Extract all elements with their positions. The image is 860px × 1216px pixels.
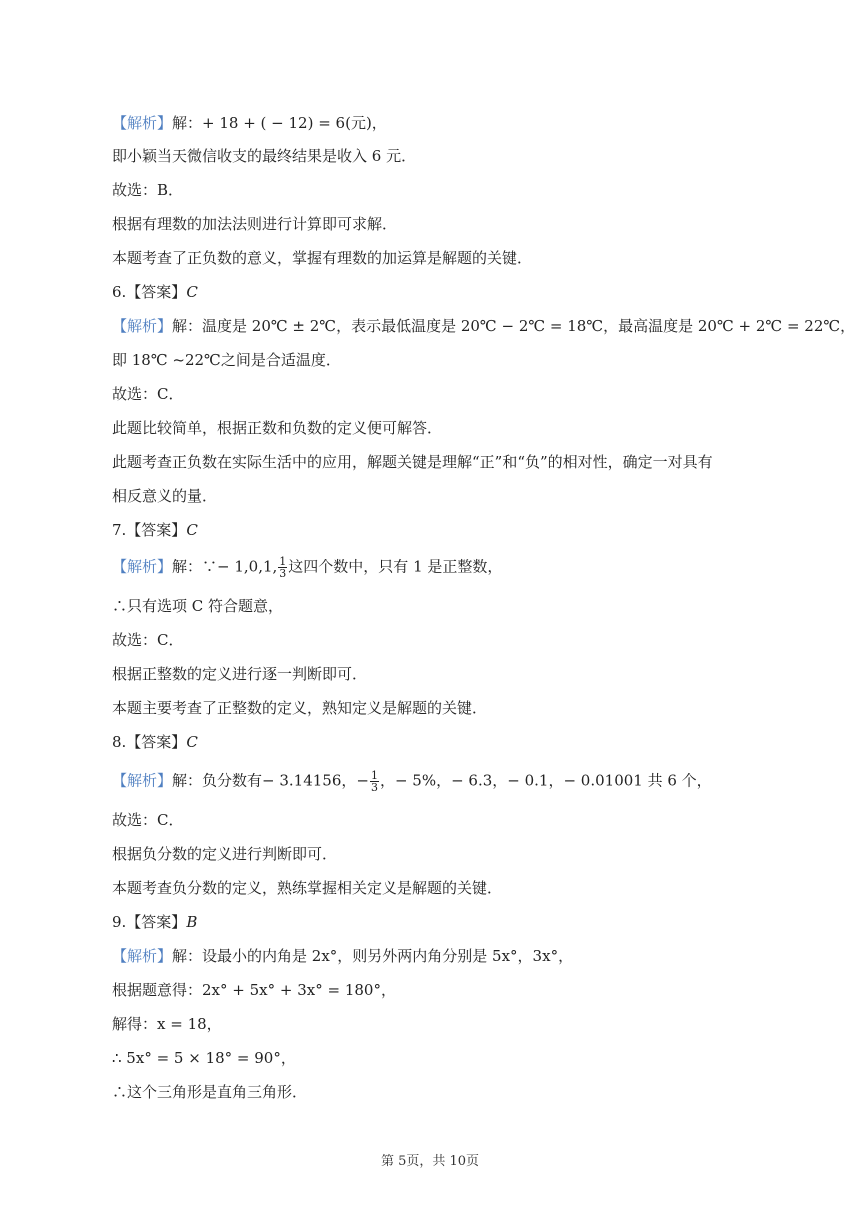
q6-line6: 相反意义的量．	[112, 487, 218, 505]
q6-line4: 此题比较简单，根据正数和负数的定义便可解答．	[112, 419, 443, 437]
page-footer: 第 5页，共 10页	[380, 1154, 480, 1169]
analysis-tag: 【解析】	[112, 947, 173, 965]
q6-answer-value: C	[186, 283, 198, 301]
fraction-one-third	[370, 770, 379, 793]
q7-analysis-pre: 解：∵− 1,0,1,	[172, 557, 278, 576]
q5-line2: 即小颖当天微信收支的最终结果是收入 6 元．	[112, 147, 417, 165]
q9-line4: ∴ 5x° = 5 × 18° = 90°，	[112, 1049, 296, 1067]
q9-answer-label: 9.【答案】	[112, 913, 187, 931]
q7-answer-line	[112, 520, 198, 540]
fraction-denominator: 3	[370, 781, 378, 794]
q9-analysis-line1	[112, 946, 573, 966]
q9-line3: 解得：x = 18，	[112, 1015, 222, 1033]
q6-line5: 此题考查正负数在实际生活中的应用，解题关键是理解“正”和“负”的相对性，确定一对具有	[112, 453, 713, 471]
q8-answer-line	[112, 732, 198, 752]
q7-line3: 故选：C．	[112, 631, 184, 649]
q8-line3: 根据负分数的定义进行判断即可．	[112, 845, 338, 863]
q8-analysis-line1	[112, 770, 712, 793]
q8-analysis-post: ，− 5%，− 6.3，− 0.1，− 0.01001 共 6 个，	[379, 771, 712, 790]
fraction-denominator: 3	[279, 567, 287, 580]
fraction-numerator: 1	[279, 555, 287, 568]
q5-line5: 本题考查了正负数的意义，掌握有理数的加运算是解题的关键．	[112, 249, 533, 267]
q6-answer-label: 6.【答案】	[112, 283, 187, 301]
q7-answer-label: 7.【答案】	[112, 521, 187, 539]
q5-line3: 故选：B．	[112, 181, 184, 199]
q8-line2: 故选：C．	[112, 811, 184, 829]
q9-analysis-text: 解：设最小的内角是 2x°，则另外两内角分别是 5x°，3x°，	[172, 947, 574, 965]
q9-line2: 根据题意得：2x° + 5x° + 3x° = 180°，	[112, 981, 396, 999]
q7-analysis-line1	[112, 556, 502, 579]
q5-analysis-line1	[112, 113, 387, 133]
q6-line2: 即 18℃ ~22℃之间是合适温度．	[112, 351, 341, 369]
q9-answer-line	[112, 912, 197, 932]
q5-line4: 根据有理数的加法法则进行计算即可求解．	[112, 215, 398, 233]
q6-answer-line	[112, 282, 198, 302]
q7-line4: 根据正整数的定义进行逐一判断即可．	[112, 665, 368, 683]
q7-answer-value: C	[186, 521, 198, 539]
q9-answer-value: B	[186, 913, 198, 931]
q8-answer-label: 8.【答案】	[112, 733, 187, 751]
q7-line5: 本题主要考查了正整数的定义，熟知定义是解题的关键．	[112, 699, 488, 717]
q6-analysis-text: 解：温度是 20℃ ± 2℃，表示最低温度是 20℃ − 2℃ = 18℃，最高温度是 20℃ + 2℃ = 22℃，	[172, 317, 856, 335]
fraction-one-third	[278, 556, 287, 579]
q7-line2: ∴只有选项 C 符合题意，	[112, 597, 284, 615]
q7-analysis-post: 这四个数中，只有 1 是正整数，	[288, 557, 503, 576]
q8-answer-value: C	[186, 733, 198, 751]
analysis-tag: 【解析】	[112, 557, 173, 576]
q8-line4: 本题考查负分数的定义，熟练掌握相关定义是解题的关键．	[112, 879, 503, 897]
q9-line5: ∴这个三角形是直角三角形．	[112, 1083, 308, 1101]
q6-analysis-line1	[112, 316, 855, 336]
q6-line3: 故选：C．	[112, 385, 184, 403]
fraction-numerator: 1	[370, 769, 378, 782]
q5-analysis-text: 解：+ 18 + ( − 12) = 6(元)，	[172, 114, 387, 132]
q8-analysis-pre: 解：负分数有− 3.14156，−	[172, 771, 369, 790]
analysis-tag: 【解析】	[112, 114, 173, 132]
analysis-tag: 【解析】	[112, 771, 173, 790]
analysis-tag: 【解析】	[112, 317, 173, 335]
